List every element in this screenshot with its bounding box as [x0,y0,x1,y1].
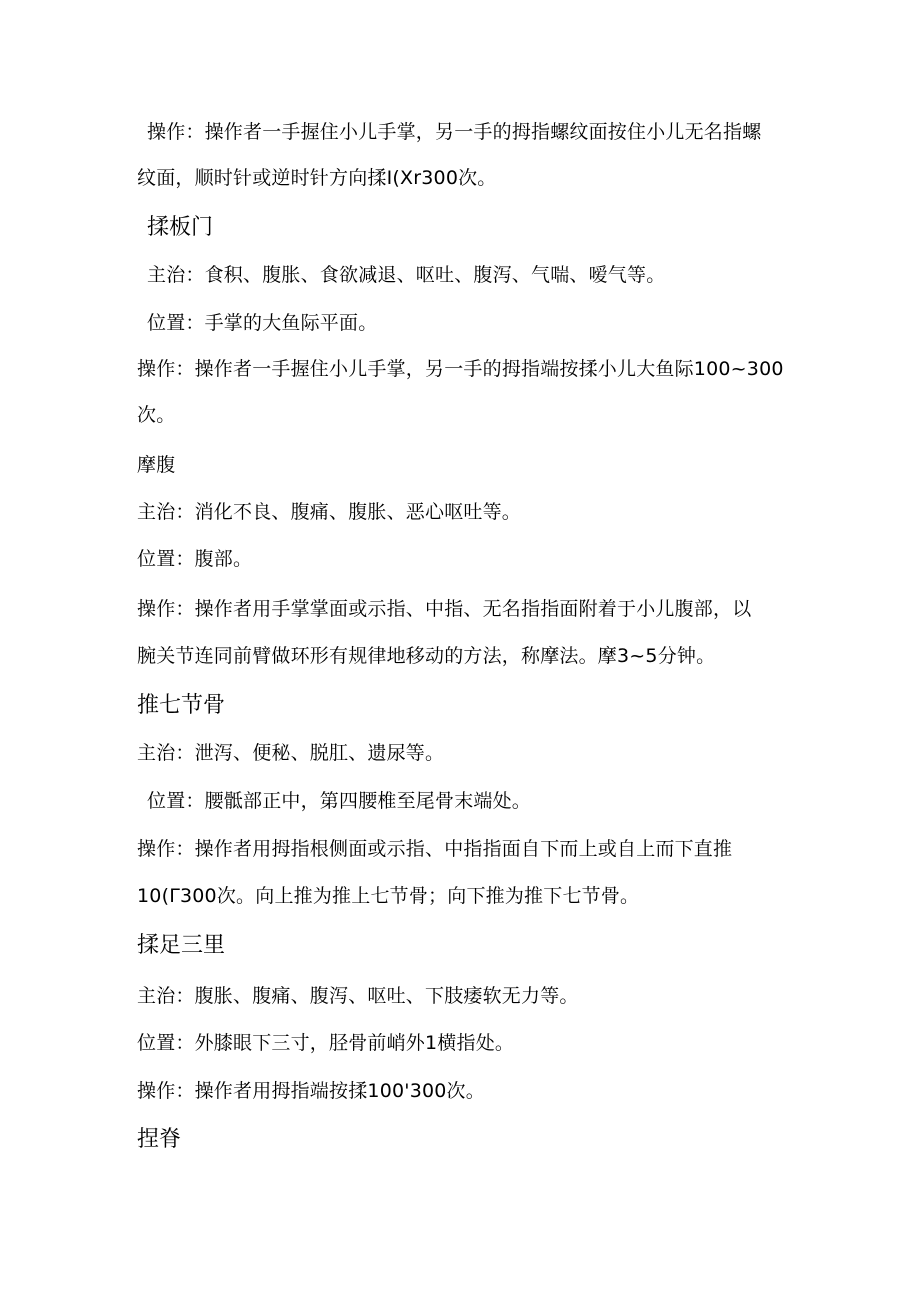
section-heading: 捏脊 [137,1127,182,1152]
indication-text: 主治：腹胀、腹痛、腹泻、呕吐、下肢痿软无力等。 [137,985,579,1007]
section-heading: 揉足三里 [137,933,226,958]
indication-text: 主治：食积、腹胀、食欲减退、呕吐、腹泻、气喘、嗳气等。 [147,264,666,286]
operation-text-line: 操作：操作者用拇指端按揉100'300次。 [137,1080,485,1102]
operation-text-line: 腕关节连同前臂做环形有规律地移动的方法，称摩法。摩3~5分钟。 [137,645,716,667]
section-heading: 揉板门 [147,215,214,240]
location-text: 位置：手掌的大鱼际平面。 [147,312,378,334]
operation-text-line: 操作：操作者一手握住小儿手掌，另一手的拇指端按揉小儿大鱼际100~300 [137,358,784,380]
operation-text-line: 纹面，顺时针或逆时针方向揉I(Xr300次。 [137,167,497,189]
operation-text-line: 10(Γ300次。向上推为推上七节骨；向下推为推下七节骨。 [137,885,640,907]
operation-text-line: 操作：操作者用拇指根侧面或示指、中指指面自下而上或自上而下直推 [137,838,733,860]
indication-text: 主治：泄泻、便秘、脱肛、遗尿等。 [137,742,445,764]
indication-text: 主治：消化不良、腹痛、腹胀、恶心呕吐等。 [137,501,522,523]
operation-text-line: 操作：操作者用手掌掌面或示指、中指、无名指指面附着于小儿腹部，以 [137,598,752,620]
operation-text-line: 次。 [137,404,176,426]
location-text: 位置：腹部。 [137,548,253,570]
location-text: 位置：外膝眼下三寸，胫骨前峭外1横指处。 [137,1032,515,1054]
location-text: 位置：腰骶部正中，第四腰椎至尾骨末端处。 [147,790,532,812]
section-heading: 推七节骨 [137,693,226,718]
operation-text-line: 操作：操作者一手握住小儿手掌，另一手的拇指螺纹面按住小儿无名指螺 [147,121,762,143]
section-heading: 摩腹 [137,454,176,476]
